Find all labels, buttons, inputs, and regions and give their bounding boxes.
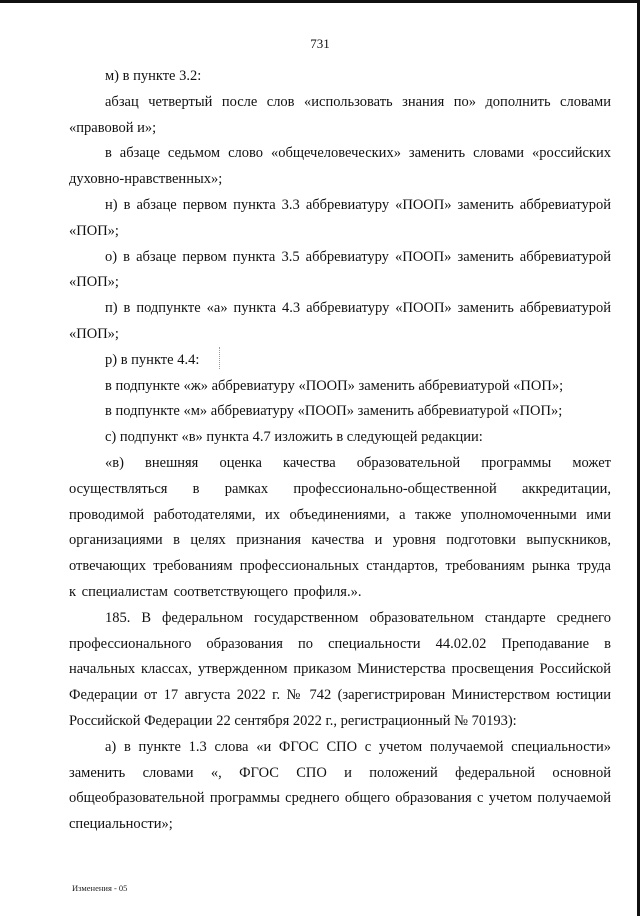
paragraph-185-a: а) в пункте 1.3 слова «и ФГОС СПО с учетом получаемой специальности» заменить словами «, ФГОС СПО и положений федеральной основной общеобразовательной программы среднего общего образования с учетом получаемой специальности»; bbox=[69, 738, 611, 833]
paragraph-n: н) в абзаце первом пункта 3.3 аббревиатуру «ПООП» заменить аббревиатурой «ПОП»; bbox=[69, 196, 611, 239]
paragraph-s: с) подпункт «в» пункта 4.7 изложить в следующей редакции: bbox=[105, 429, 483, 446]
paragraph-r: р) в пункте 4.4: bbox=[105, 351, 200, 368]
page-number: 731 bbox=[310, 36, 330, 51]
paragraph-m: м) в пункте 3.2: bbox=[105, 68, 202, 84]
scan-edge-top bbox=[0, 0, 640, 3]
paragraph-m-1: абзац четвертый после слов «использовать знания по» дополнить словами «правовой и»; bbox=[69, 93, 611, 136]
paragraph-s-quote: «в) внешняя оценка качества образовательной программы может осуществляться в рамках профессионально-общественной аккредитации, проводимой работодателями, их объединениями, а также уполномоченными ими организациями в целях признания качества и уровня подготовки выпускников, отвечающих требованиям профессиональных стандартов, требованиям рынка труда к специалистам соответствующего профиля.». bbox=[69, 454, 611, 600]
paragraph-185: 185. В федеральном государственном образовательном стандарте среднего профессионального образования по специальности 44.02.02 Преподавание в начальных классах, утвержденном приказом Министерства просвещения Российской Федерации от 17 августа 2022 г. № 742 (зарегистрирован Министерством юстиции Российской Федерации 22 сентября 2022 г., регистрационный № 70193): bbox=[69, 609, 611, 729]
footer-note: Изменения - 05 bbox=[72, 883, 128, 893]
paragraph-r-1: в подпункте «ж» аббревиатуру «ПООП» заменить аббревиатурой «ПОП»; bbox=[105, 377, 564, 394]
paragraph-r-2: в подпункте «м» аббревиатуру «ПООП» заменить аббревиатурой «ПОП»; bbox=[105, 403, 563, 420]
document-body bbox=[69, 64, 611, 838]
paragraph-p: п) в подпункте «а» пункта 4.3 аббревиатуру «ПООП» заменить аббревиатурой «ПОП»; bbox=[69, 300, 611, 342]
paragraph-m-2: в абзаце седьмом слово «общечеловеческих» заменить словами «российских духовно-нравственных»; bbox=[69, 145, 611, 188]
paragraph-o: о) в абзаце первом пункта 3.5 аббревиатуру «ПООП» заменить аббревиатурой «ПОП»; bbox=[69, 248, 611, 291]
